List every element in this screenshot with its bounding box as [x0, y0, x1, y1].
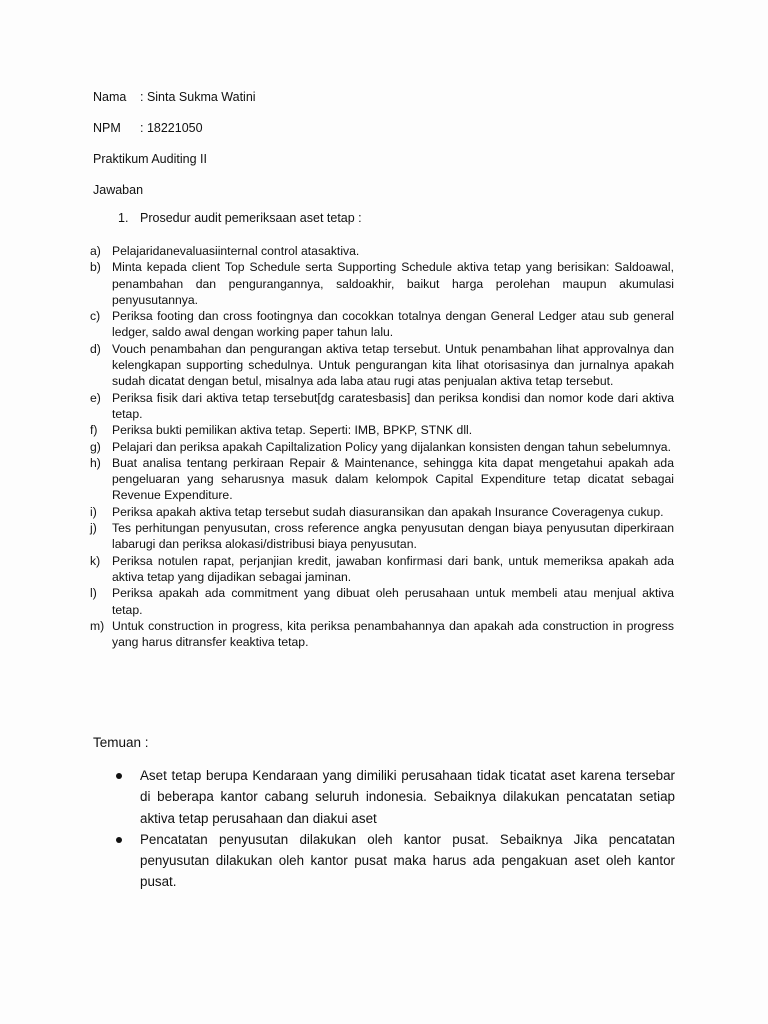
procedure-marker: b)	[90, 260, 101, 275]
procedure-text: Pelajari dan periksa apakah Capiltalization Policy yang dijalankan konsisten dengan tahun sebelumnya.	[112, 439, 671, 454]
procedure-text: Periksa fisik dari aktiva tetap tersebut[dg caratesbasis] dan periksa kondisi dan nomor kode dari aktiva tetap.	[112, 390, 674, 421]
procedure-item	[90, 422, 674, 438]
answer-label: Jawaban	[93, 183, 144, 197]
procedure-marker: h)	[90, 455, 101, 470]
procedure-text: Pelajaridanevaluasiinternal control atasaktiva.	[112, 244, 360, 258]
procedure-text: Minta kepada client Top Schedule serta Supporting Schedule aktiva tetap yang berisikan: Saldoawal, penambahan dan pengurangannya, saldoakhir, baikut harga perolehan maupun akumulasi penyusutannya.	[112, 260, 674, 307]
question-number: 1.	[118, 211, 129, 225]
name-value: : Sinta Sukma Watini	[140, 90, 256, 104]
procedure-item	[90, 455, 674, 504]
procedure-text: Vouch penambahan dan pengurangan aktiva tetap tersebut. Untuk penambahan lihat approvalnya dan kelengkapan supporting schedulnya. Untuk pengurangan kita lihat otorisasinya dan jurnalnya apakah sudah dicatat dengan betul, misalnya ada laba atau rugi atas penjualan aktiva tetap tersebut.	[112, 341, 674, 389]
procedure-item	[90, 341, 674, 390]
procedure-text: Tes perhitungan penyusutan, cross reference angka penyusutan dengan biaya penyusutan diperkiraan labarugi dan periksa alokasi/distribusi biaya penyusutan.	[112, 521, 674, 552]
procedure-item	[90, 308, 674, 341]
procedure-item	[90, 504, 674, 520]
procedure-item	[90, 243, 674, 259]
procedure-marker: c)	[90, 309, 101, 324]
procedure-item	[90, 553, 674, 586]
procedure-marker: a)	[90, 244, 101, 258]
procedure-list	[90, 243, 674, 650]
procedure-text: Periksa bukti pemilikan aktiva tetap. Seperti: IMB, BPKP, STNK dll.	[112, 423, 473, 438]
finding-text: Aset tetap berupa Kendaraan yang dimiliki perusahaan tidak ticatat aset karena tersebar di beberapa kantor cabang seluruh indonesia. Sebaiknya dilakukan pencatatan setiap aktiva tetap perusahaan dan diakui aset	[140, 768, 675, 826]
procedure-text: Periksa apakah aktiva tetap tersebut sudah diasuransikan dan apakah Insurance Coveragenya cukup.	[112, 504, 664, 519]
procedure-marker: e)	[90, 390, 101, 405]
npm-value: : 18221050	[140, 121, 203, 135]
finding-item	[114, 765, 675, 829]
finding-text: Pencatatan penyusutan dilakukan oleh kantor pusat. Sebaiknya Jika pencatatan penyusutan dilakukan oleh kantor pusat maka harus ada pengakuan aset oleh kantor pusat.	[140, 831, 675, 890]
procedure-marker: m)	[90, 618, 105, 633]
procedure-text: Untuk construction in progress, kita periksa penambahannya dan apakah ada construction in progress yang harus ditransfer keaktiva tetap.	[112, 618, 674, 650]
procedure-item	[90, 520, 674, 553]
bullet-icon	[116, 773, 122, 779]
procedure-marker: i)	[90, 504, 97, 519]
findings-title: Temuan :	[93, 735, 149, 750]
procedure-marker: f)	[90, 423, 98, 438]
npm-label: NPM	[93, 121, 121, 135]
procedure-text: Periksa notulen rapat, perjanjian kredit, jawaban konfirmasi dari bank, untuk memeriksa apakah ada aktiva tetap yang dijadikan sebagai jaminan.	[112, 553, 674, 584]
bullet-icon	[116, 837, 122, 843]
procedure-item	[90, 585, 674, 618]
findings-list	[114, 765, 675, 893]
procedure-marker: g)	[90, 439, 101, 454]
procedure-text: Buat analisa tentang perkiraan Repair & Maintenance, sehingga kita dapat mengetahui apakah ada pengeluaran yang seharusnya masuk dalam kelompok Capital Expenditure tetap dicatat sebagai Revenue Expenditure.	[112, 455, 674, 503]
procedure-item	[90, 439, 674, 455]
finding-item	[114, 829, 675, 893]
procedure-item	[90, 259, 674, 308]
procedure-marker: j)	[90, 521, 97, 536]
procedure-text: Periksa apakah ada commitment yang dibuat oleh perusahaan untuk membeli atau menjual aktiva tetap.	[112, 586, 674, 617]
procedure-marker: k)	[90, 553, 101, 568]
course-title: Praktikum Auditing II	[93, 152, 207, 166]
procedure-text: Periksa footing dan cross footingnya dan cocokkan totalnya dengan General Ledger atau sub general ledger, saldo awal dengan working paper tahun lalu.	[112, 309, 674, 340]
procedure-item	[90, 390, 674, 423]
procedure-marker: d)	[90, 341, 101, 356]
name-label: Nama	[93, 90, 127, 104]
procedure-marker: l)	[90, 586, 97, 601]
question-text: Prosedur audit pemeriksaan aset tetap :	[140, 211, 362, 225]
procedure-item	[90, 618, 674, 651]
